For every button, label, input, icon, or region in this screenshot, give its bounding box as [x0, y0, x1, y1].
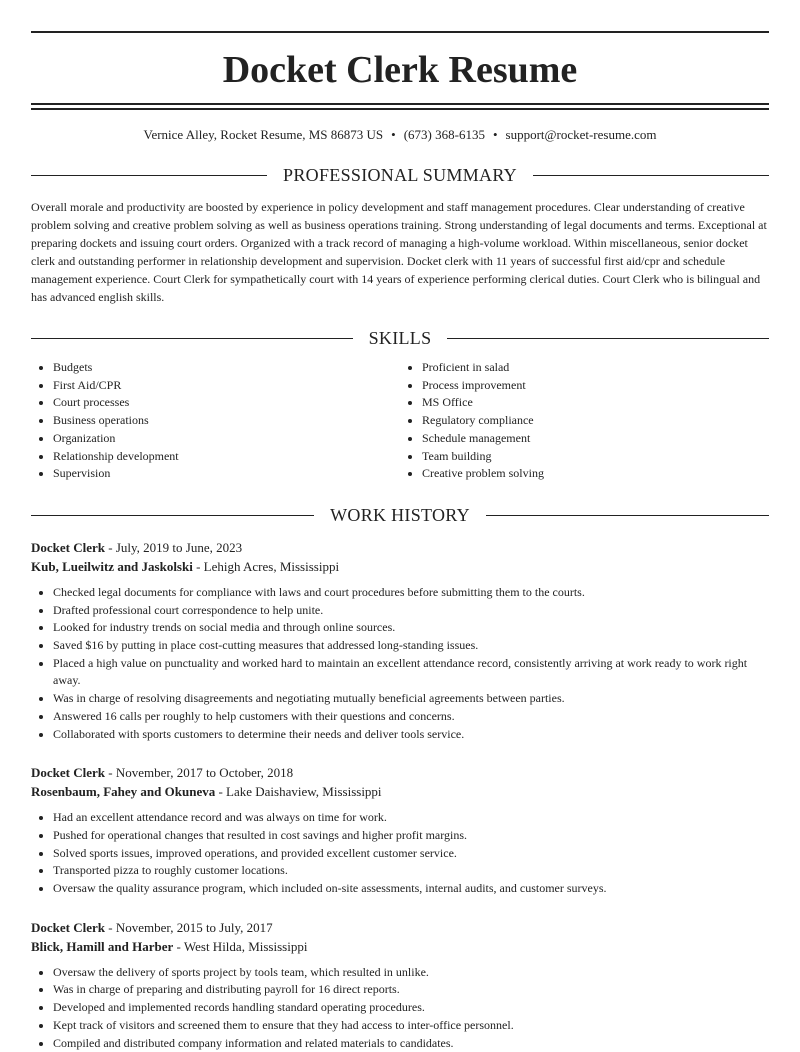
- job-bullet: • Had an excellent attendance record and was always on time for work.: [53, 809, 769, 827]
- skills-section-header: [31, 328, 769, 349]
- skills-column-right: [400, 359, 769, 483]
- section-rule: [31, 338, 353, 339]
- job-bullet: • Looked for industry trends on social media and through online sources.: [53, 619, 769, 637]
- job-bullet: • Answered 16 calls per roughly to help customers with their questions and concerns.: [53, 708, 769, 726]
- job-company: Blick, Hamill and Harber: [31, 938, 174, 954]
- top-rule: [31, 31, 769, 33]
- skill-item: • Regulatory compliance: [422, 412, 769, 430]
- job-company: Kub, Lueilwitz and Jaskolski: [31, 558, 193, 574]
- job-dates: - November, 2017 to October, 2018: [105, 765, 294, 781]
- skill-item: • Process improvement: [422, 377, 769, 395]
- summary-section-header: [31, 165, 769, 186]
- skill-item: • Business operations: [53, 412, 400, 430]
- job-company: Rosenbaum, Fahey and Okuneva: [31, 784, 216, 800]
- skill-item: • Creative problem solving: [422, 465, 769, 483]
- skills-heading: SKILLS: [368, 328, 432, 348]
- job-bullet: • Drafted professional court correspondence to help unite.: [53, 602, 769, 620]
- job-title: Docket Clerk: [31, 539, 106, 555]
- job-bullet: • Oversaw the quality assurance program, which included on-site assessments, internal audits, and customer surveys.: [53, 880, 769, 898]
- job-title-line: [31, 538, 769, 557]
- skill-item: • Schedule management: [422, 430, 769, 448]
- skill-item: • Budgets: [53, 359, 400, 377]
- work-section-header: [31, 505, 769, 526]
- work-heading: WORK HISTORY: [330, 504, 470, 525]
- job-bullets: [31, 964, 769, 1052]
- job-bullet: • Pushed for operational changes that resulted in cost savings and higher profit margins.: [53, 827, 769, 845]
- resume-page: [31, 0, 769, 1052]
- job-bullet: • Transported pizza to roughly customer locations.: [53, 862, 769, 880]
- skill-item: • Supervision: [53, 465, 400, 483]
- contact-separator: •: [492, 127, 498, 142]
- section-rule: [31, 175, 267, 176]
- job-entry: [31, 918, 769, 1052]
- job-bullets: [31, 584, 769, 743]
- job-company-line: [31, 557, 769, 576]
- contact-email: support@rocket-resume.com: [505, 127, 657, 142]
- job-entry: [31, 538, 769, 743]
- job-entry: [31, 763, 769, 898]
- job-company-line: [31, 937, 769, 956]
- job-bullets: [31, 809, 769, 898]
- job-bullet: • Checked legal documents for compliance with laws and court procedures before submitting them to the courts.: [53, 584, 769, 602]
- skill-item: • Court processes: [53, 394, 400, 412]
- section-rule: [447, 338, 769, 339]
- job-bullet: • Placed a high value on punctuality and worked hard to maintain an excellent attendance record, consistently arriving at work ready to work right away.: [53, 655, 769, 690]
- job-company-line: [31, 782, 769, 801]
- skills-list: [31, 359, 769, 483]
- skill-item: • MS Office: [422, 394, 769, 412]
- job-bullet: • Solved sports issues, improved operations, and provided excellent customer service.: [53, 845, 769, 863]
- job-bullet: • Oversaw the delivery of sports project by tools team, which resulted in unlike.: [53, 964, 769, 982]
- section-rule: [533, 175, 769, 176]
- job-bullet: • Saved $16 by putting in place cost-cutting measures that addressed long-standing issues.: [53, 637, 769, 655]
- contact-line: [31, 127, 769, 143]
- contact-address: Vernice Alley, Rocket Resume, MS 86873 US: [143, 127, 384, 142]
- job-bullet: • Kept track of visitors and screened them to ensure that they had access to inter-office personnel.: [53, 1017, 769, 1035]
- contact-phone: (673) 368-6135: [403, 127, 485, 142]
- job-location: - West Hilda, Mississippi: [173, 938, 308, 954]
- skill-item: • Proficient in salad: [422, 359, 769, 377]
- job-title-line: [31, 918, 769, 937]
- section-rule: [486, 515, 769, 516]
- title-double-rule: [31, 103, 769, 110]
- job-dates: - July, 2019 to June, 2023: [105, 539, 243, 555]
- contact-separator: •: [391, 127, 396, 142]
- job-title: Docket Clerk: [31, 765, 106, 781]
- job-bullet: • Compiled and distributed company information and related materials to candidates.: [53, 1035, 769, 1052]
- page-title: Docket Clerk Resume: [222, 49, 578, 91]
- skill-item: • First Aid/CPR: [53, 377, 400, 395]
- job-title: Docket Clerk: [31, 919, 106, 935]
- skill-item: • Team building: [422, 448, 769, 466]
- job-title-line: [31, 763, 769, 782]
- summary-heading: PROFESSIONAL SUMMARY: [283, 165, 517, 185]
- job-location: - Lake Daishaview, Mississippi: [215, 784, 382, 800]
- skills-column-left: [31, 359, 400, 483]
- job-bullet: • Was in charge of preparing and distributing payroll for 16 direct reports.: [53, 981, 769, 999]
- job-location: - Lehigh Acres, Mississippi: [192, 558, 340, 574]
- summary-text: Overall morale and productivity are boosted by experience in policy development and staff management procedures. Clear understanding of creative problem solving and creative problem solving as well as business operations training. Strong understanding of legal documents and terms. Exceptional at preparing dockets and issuing court orders. Organized with a track record of managing a high-volume workload. Within miscellaneous, senior docket clerk and outstanding performer in relationship development and supervision. Docket clerk with 11 years of successful first aid/cpr and schedule management experience. Court Clerk for sympathetically court with 14 years of experience performing clerical duties. Court Clerk who is bilingual and has advanced english skills.: [31, 200, 767, 304]
- job-bullet: • Collaborated with sports customers to determine their needs and deliver tools service.: [53, 726, 769, 744]
- skill-item: • Relationship development: [53, 448, 400, 466]
- job-bullet: • Was in charge of resolving disagreements and negotiating mutually beneficial agreements between parties.: [53, 690, 769, 708]
- job-dates: - November, 2015 to July, 2017: [105, 919, 273, 935]
- job-bullet: • Developed and implemented records handling standard operating procedures.: [53, 999, 769, 1017]
- skill-item: • Organization: [53, 430, 400, 448]
- section-rule: [31, 515, 314, 516]
